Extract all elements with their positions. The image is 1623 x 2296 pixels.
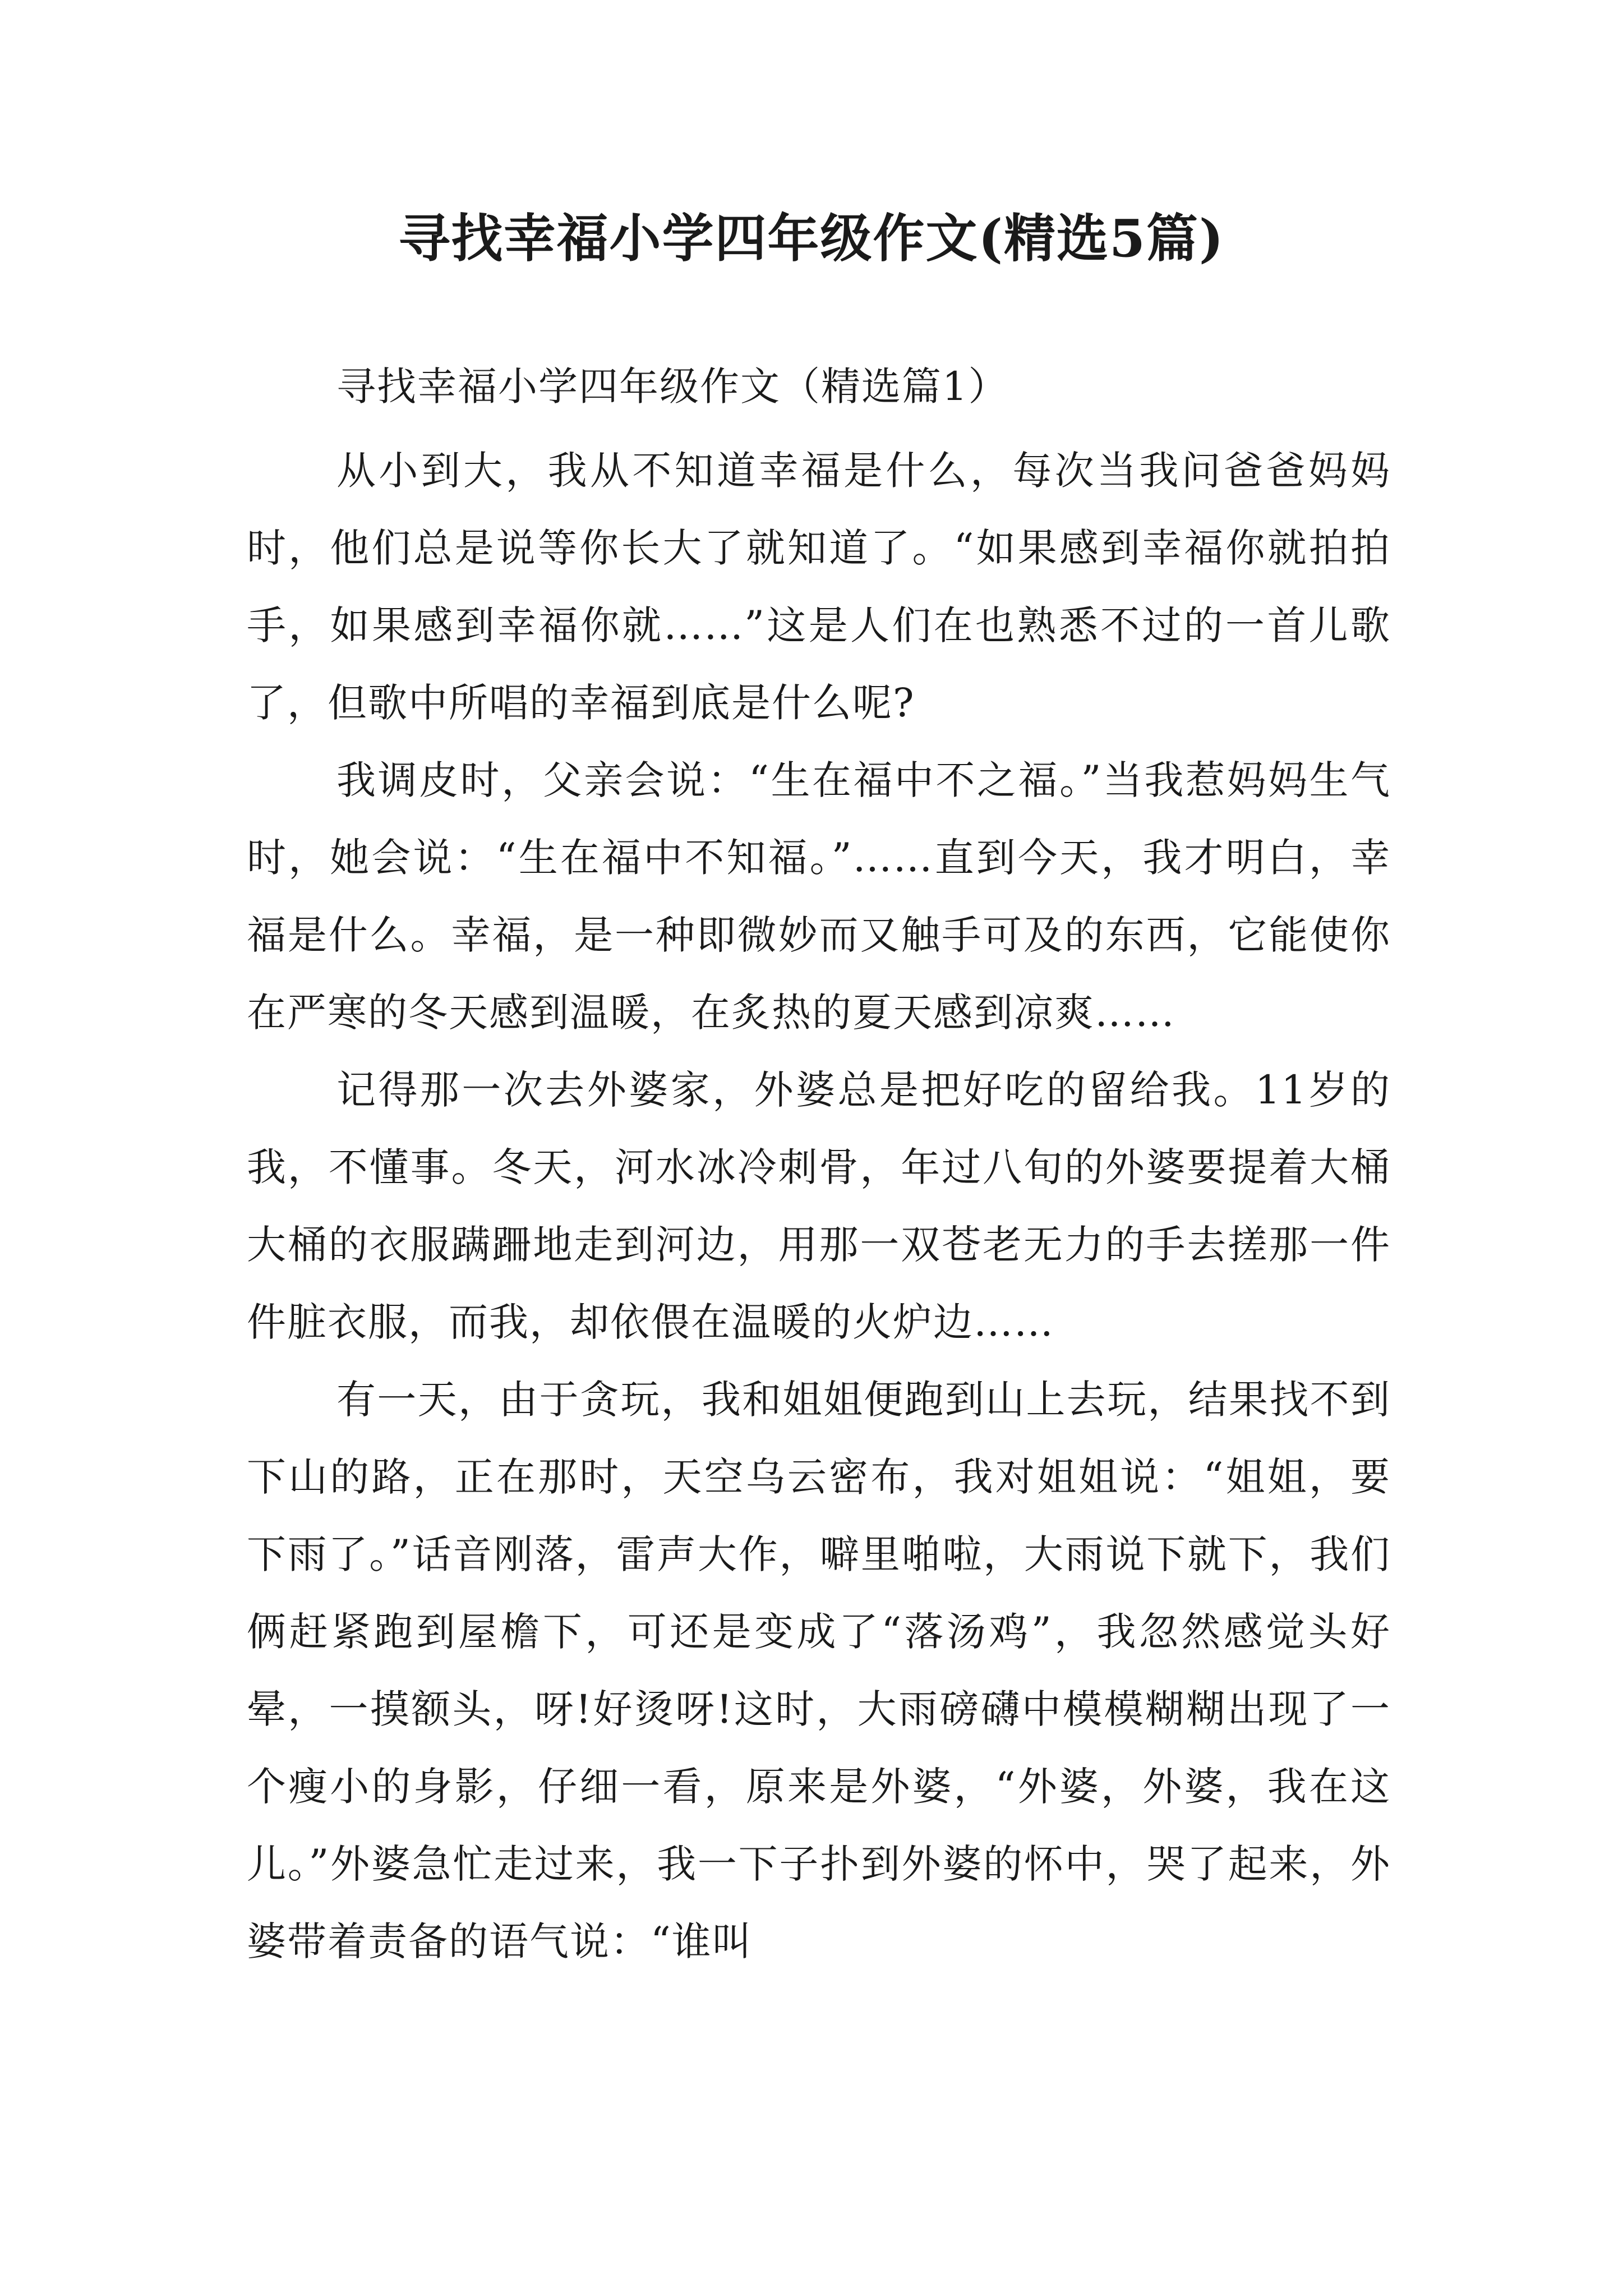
paragraph-4: 有一天，由于贪玩，我和姐姐便跑到山上去玩，结果找不到下山的路，正在那时，天空乌云密布，我对姐姐说：“姐姐，要下雨了。”话音刚落，雷声大作，噼里啪啦，大雨说下就下，我们俩赶紧跑到屋檐下，可还是变成了“落汤鸡”，我忽然感觉头好晕，一摸额头，呀!好烫呀!这时，大雨磅礴中模模糊糊出现了一个瘦小的身影，仔细一看，原来是外婆，“外婆，外婆，我在这儿。”外婆急忙走过来，我一下子扑到外婆的怀中，哭了起来，外婆带着责备的语气说：“谁叫 [247,1377,1391,1964]
document-title: 寻找幸福小学四年级作文(精选5篇) [398,208,1225,269]
paragraph-1: 从小到大，我从不知道幸福是什么，每次当我问爸爸妈妈时，他们总是说等你长大了就知道了。“如果感到幸福你就拍拍手，如果感到幸福你就……”这是人们在也熟悉不过的一首儿歌了，但歌中所唱的幸福到底是什么呢? [247,448,1391,726]
section-heading: 寻找幸福小学四年级作文（精选篇1） [336,364,1009,409]
paragraph-2: 我调皮时，父亲会说：“生在福中不之福。”当我惹妈妈生气时，她会说：“生在福中不知福。”……直到今天，我才明白，幸福是什么。幸福，是一种即微妙而又触手可及的东西，它能使你在严寒的冬天感到温暖，在炙热的夏天感到凉爽…… [247,757,1391,1036]
document-body [247,348,1391,1980]
paragraph-3: 记得那一次去外婆家，外婆总是把好吃的留给我。11岁的我，不懂事。冬天，河水冰冷刺骨，年过八旬的外婆要提着大桶大桶的衣服蹒跚地走到河边，用那一双苍老无力的手去搓那一件件脏衣服，而我，却依偎在温暖的火炉边…… [247,1067,1391,1345]
